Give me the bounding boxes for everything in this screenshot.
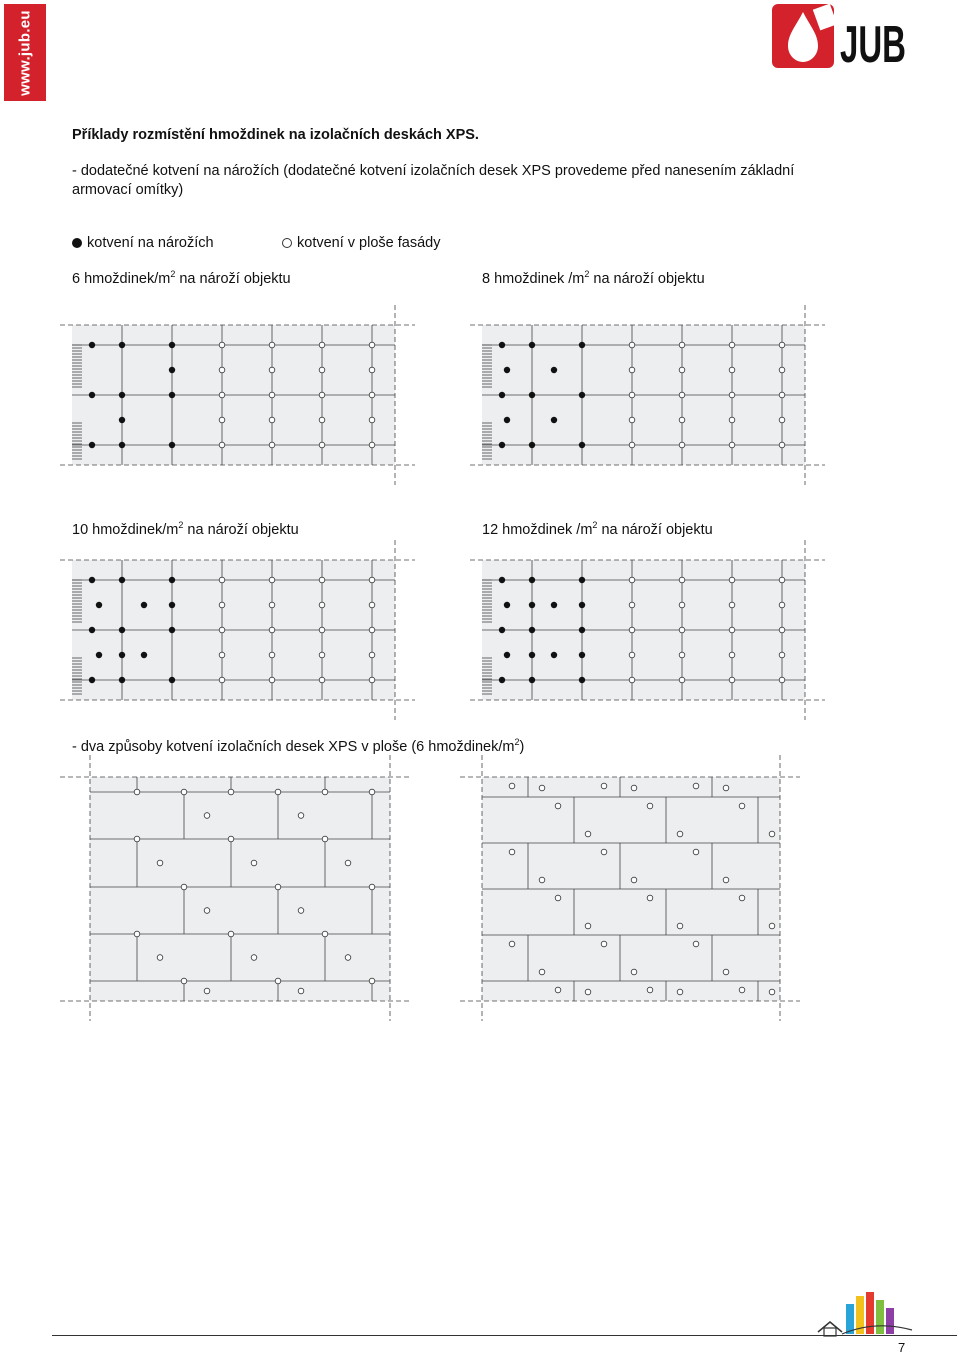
area-anchor (219, 367, 225, 373)
corner-anchor (579, 652, 585, 658)
area-anchor (369, 652, 375, 658)
area-anchor (204, 908, 210, 914)
area-anchor (228, 836, 234, 842)
area-anchor (219, 442, 225, 448)
corner-anchor (96, 652, 102, 658)
corner-anchor (579, 442, 585, 448)
area-anchor (693, 941, 699, 947)
area-anchor (679, 442, 685, 448)
area-anchor (269, 602, 275, 608)
area-anchor (181, 978, 187, 984)
area-anchor (275, 978, 281, 984)
area-anchor (322, 836, 328, 842)
corner-anchor (169, 577, 175, 583)
area-anchor (369, 884, 375, 890)
area-anchor (723, 969, 729, 975)
logo-text: JUB (840, 16, 906, 74)
corner-diagram-10 (60, 535, 420, 725)
area-anchor (723, 785, 729, 791)
legend-corner-label: kotvení na nárožích (87, 235, 214, 251)
caption-12: 12 hmoždinek $/m^2$ na nároží objektu (482, 520, 713, 538)
corner-anchor (119, 577, 125, 583)
corner-anchor (499, 677, 505, 683)
filled-dot-icon (72, 238, 82, 248)
corner-anchor (579, 602, 585, 608)
area-anchor (369, 417, 375, 423)
area-anchor (769, 989, 775, 995)
area-anchor (369, 627, 375, 633)
area-anchor (369, 577, 375, 583)
area-anchor (729, 367, 735, 373)
corner-anchor (579, 392, 585, 398)
corner-diagram-6 (60, 300, 420, 490)
area-anchor (319, 367, 325, 373)
area-anchor (679, 342, 685, 348)
area-anchor (729, 577, 735, 583)
corner-anchor (169, 442, 175, 448)
corner-anchor (119, 392, 125, 398)
area-anchor (585, 831, 591, 837)
corner-anchor (169, 602, 175, 608)
area-anchor (729, 442, 735, 448)
corner-anchor (499, 342, 505, 348)
area-anchor (269, 577, 275, 583)
area-anchor (319, 417, 325, 423)
area-anchor (739, 895, 745, 901)
area-anchor (319, 627, 325, 633)
area-anchor (509, 941, 515, 947)
area-anchor (157, 860, 163, 866)
corner-anchor (529, 652, 535, 658)
area-anchor (228, 789, 234, 795)
area-anchor (601, 783, 607, 789)
corner-anchor (529, 342, 535, 348)
area-anchor (134, 836, 140, 842)
area-anchor (275, 884, 281, 890)
corner-anchor (89, 442, 95, 448)
corner-anchor (89, 392, 95, 398)
corner-anchor (96, 602, 102, 608)
area-anchor (181, 884, 187, 890)
area-anchor (539, 785, 545, 791)
area-anchor (693, 849, 699, 855)
corner-anchor (499, 627, 505, 633)
area-anchor (677, 989, 683, 995)
area-anchor (647, 987, 653, 993)
area-anchor (677, 923, 683, 929)
area-anchor (204, 813, 210, 819)
area-anchor (319, 342, 325, 348)
corner-anchor (504, 602, 510, 608)
area-anchor (298, 813, 304, 819)
corner-anchor (141, 652, 147, 658)
corner-anchor (89, 577, 95, 583)
corner-anchor (119, 342, 125, 348)
caption-6: 6 hmoždinek/$m^2$ na nároží objektu (72, 269, 291, 287)
corner-anchor (169, 342, 175, 348)
area-diagram-2 (460, 755, 820, 1025)
area-anchor (679, 577, 685, 583)
area-anchor (369, 789, 375, 795)
area-anchor (629, 417, 635, 423)
area-anchor (679, 367, 685, 373)
area-anchor (779, 652, 785, 658)
area-anchor (219, 342, 225, 348)
area-anchor (677, 831, 683, 837)
legend-area-label: kotvení v ploše fasády (297, 235, 441, 251)
area-anchor (251, 955, 257, 961)
intro-line-2: armovací omítky) (72, 182, 184, 198)
area-anchor (679, 627, 685, 633)
area-anchor (269, 417, 275, 423)
hollow-dot-icon (282, 238, 292, 248)
area-anchor (219, 602, 225, 608)
area-anchor (729, 342, 735, 348)
area-anchor (369, 978, 375, 984)
area-anchor (601, 849, 607, 855)
corner-anchor (579, 577, 585, 583)
area-anchor (629, 392, 635, 398)
area-anchor (319, 602, 325, 608)
area-anchor (779, 627, 785, 633)
area-anchor (369, 677, 375, 683)
corner-anchor (89, 627, 95, 633)
area-anchor (679, 677, 685, 683)
area-anchor (779, 577, 785, 583)
area-anchor (275, 789, 281, 795)
corner-anchor (89, 342, 95, 348)
area-anchor (729, 677, 735, 683)
corner-anchor (551, 367, 557, 373)
area-anchor (204, 988, 210, 994)
area-anchor (269, 677, 275, 683)
area-anchor (629, 342, 635, 348)
area-anchor (319, 392, 325, 398)
corner-anchor (529, 392, 535, 398)
corner-anchor (579, 342, 585, 348)
area-anchor (679, 392, 685, 398)
area-diagram-1 (60, 755, 420, 1025)
legend-corner (72, 234, 214, 253)
corner-anchor (119, 677, 125, 683)
area-anchor (585, 989, 591, 995)
page-number: 7 (898, 1340, 906, 1355)
area-anchor (219, 417, 225, 423)
area-anchor (769, 831, 775, 837)
area-anchor (779, 602, 785, 608)
area-anchor (631, 969, 637, 975)
area-anchor (629, 442, 635, 448)
corner-anchor (499, 392, 505, 398)
section2-heading: - dva způsoby kotvení izolačních desek XPS v ploše (6 hmoždinek/$m^2$) (72, 737, 525, 755)
corner-anchor (529, 442, 535, 448)
corner-anchor (504, 417, 510, 423)
area-anchor (298, 908, 304, 914)
area-anchor (739, 987, 745, 993)
corner-anchor (529, 677, 535, 683)
caption-8: 8 hmoždinek $/m^2$ na nároží objektu (482, 269, 705, 287)
area-anchor (269, 367, 275, 373)
area-anchor (369, 442, 375, 448)
area-anchor (629, 652, 635, 658)
area-anchor (319, 652, 325, 658)
area-anchor (729, 627, 735, 633)
area-anchor (629, 677, 635, 683)
area-anchor (157, 955, 163, 961)
area-anchor (679, 417, 685, 423)
area-anchor (219, 652, 225, 658)
area-anchor (729, 602, 735, 608)
corner-anchor (529, 627, 535, 633)
area-anchor (779, 367, 785, 373)
area-anchor (134, 931, 140, 937)
area-anchor (369, 392, 375, 398)
board-panel (90, 777, 390, 1001)
corner-anchor (504, 652, 510, 658)
area-anchor (369, 367, 375, 373)
area-anchor (779, 342, 785, 348)
area-anchor (345, 955, 351, 961)
area-anchor (629, 602, 635, 608)
corner-diagram-12 (470, 535, 830, 725)
area-anchor (647, 803, 653, 809)
area-anchor (181, 789, 187, 795)
jub-logo (770, 2, 910, 72)
corner-anchor (551, 417, 557, 423)
corner-anchor (551, 652, 557, 658)
area-anchor (723, 877, 729, 883)
area-anchor (298, 988, 304, 994)
area-anchor (629, 367, 635, 373)
area-anchor (729, 417, 735, 423)
area-anchor (629, 627, 635, 633)
area-anchor (729, 652, 735, 658)
corner-anchor (119, 652, 125, 658)
legend-area (282, 234, 440, 253)
area-anchor (219, 627, 225, 633)
corner-anchor (141, 602, 147, 608)
area-anchor (631, 877, 637, 883)
area-anchor (739, 803, 745, 809)
corner-anchor (169, 367, 175, 373)
area-anchor (322, 789, 328, 795)
corner-anchor (499, 442, 505, 448)
corner-anchor (529, 577, 535, 583)
footer-house-logo (816, 1290, 916, 1342)
corner-anchor (169, 627, 175, 633)
corner-anchor (551, 602, 557, 608)
area-anchor (251, 860, 257, 866)
area-anchor (539, 969, 545, 975)
corner-anchor (579, 627, 585, 633)
corner-anchor (529, 602, 535, 608)
corner-anchor (504, 367, 510, 373)
area-anchor (729, 392, 735, 398)
area-anchor (228, 931, 234, 937)
area-anchor (219, 577, 225, 583)
corner-anchor (119, 442, 125, 448)
area-anchor (555, 803, 561, 809)
area-anchor (779, 392, 785, 398)
intro-line-1: - dodatečné kotvení na nárožích (dodatečné kotvení izolačních desek XPS provedeme před nanesením základní (72, 163, 795, 179)
corner-anchor (169, 392, 175, 398)
area-anchor (369, 602, 375, 608)
corner-anchor (89, 677, 95, 683)
caption-10: 10 hmoždinek/$m^2$ na nároží objektu (72, 520, 299, 538)
area-anchor (319, 577, 325, 583)
area-anchor (509, 849, 515, 855)
page-title: Příklady rozmístění hmoždinek na izolačních deskách XPS. (72, 127, 479, 143)
area-anchor (555, 987, 561, 993)
area-anchor (647, 895, 653, 901)
area-anchor (631, 785, 637, 791)
corner-diagram-8 (470, 300, 830, 490)
corner-anchor (119, 417, 125, 423)
area-anchor (779, 442, 785, 448)
area-anchor (779, 417, 785, 423)
area-anchor (269, 342, 275, 348)
area-anchor (629, 577, 635, 583)
area-anchor (693, 783, 699, 789)
area-anchor (679, 652, 685, 658)
area-anchor (269, 392, 275, 398)
area-anchor (509, 783, 515, 789)
area-anchor (269, 627, 275, 633)
area-anchor (322, 931, 328, 937)
corner-anchor (579, 677, 585, 683)
area-anchor (345, 860, 351, 866)
area-anchor (555, 895, 561, 901)
area-anchor (219, 677, 225, 683)
area-anchor (679, 602, 685, 608)
side-url-tab (4, 4, 46, 101)
area-anchor (219, 392, 225, 398)
area-anchor (134, 789, 140, 795)
area-anchor (585, 923, 591, 929)
corner-anchor (119, 627, 125, 633)
side-url-text: www.jub.eu (16, 9, 34, 96)
area-anchor (319, 442, 325, 448)
area-anchor (269, 652, 275, 658)
area-anchor (779, 677, 785, 683)
area-anchor (539, 877, 545, 883)
corner-anchor (169, 677, 175, 683)
area-anchor (601, 941, 607, 947)
corner-anchor (499, 577, 505, 583)
area-anchor (319, 677, 325, 683)
area-anchor (269, 442, 275, 448)
area-anchor (369, 342, 375, 348)
area-anchor (769, 923, 775, 929)
